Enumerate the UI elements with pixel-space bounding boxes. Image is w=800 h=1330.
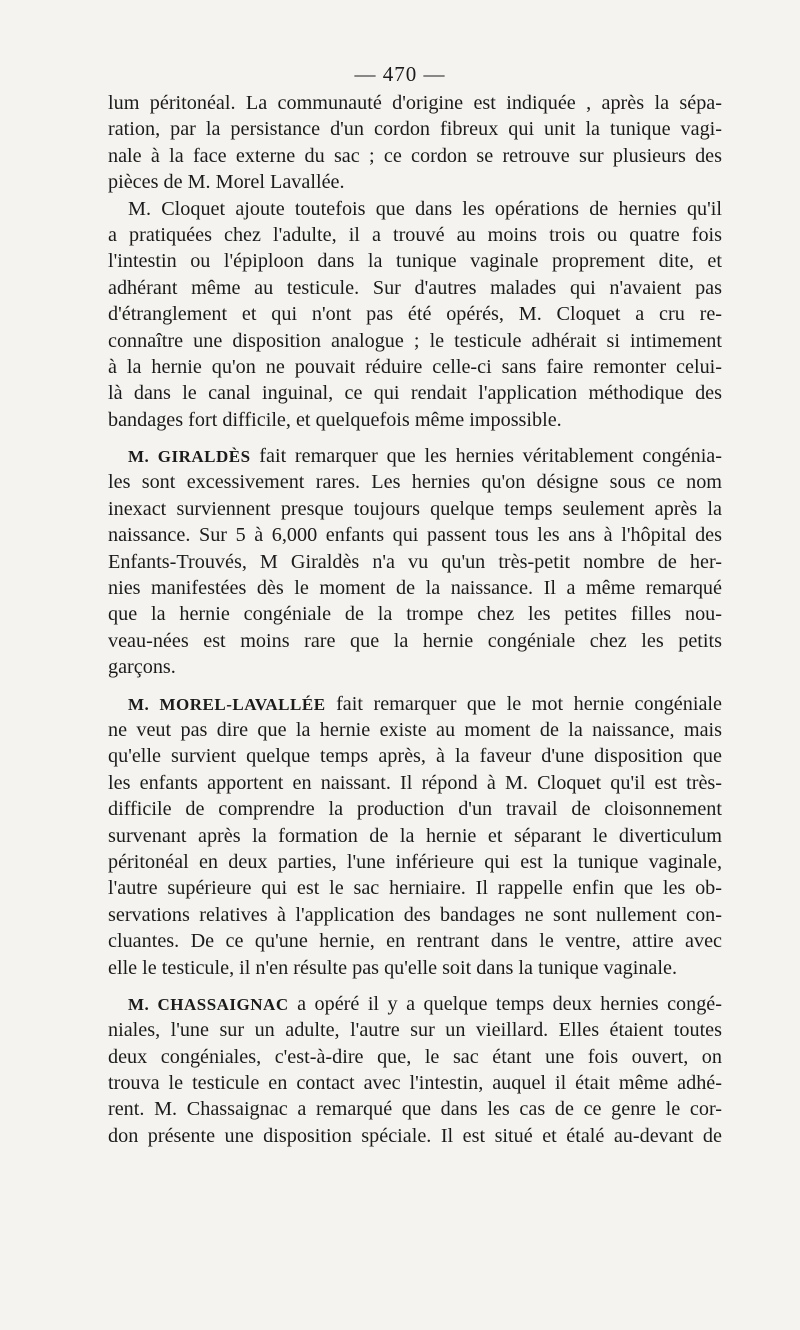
- text-line: trouva le testicule en contact avec l'intestin, auquel il était même adhé-: [108, 1072, 722, 1095]
- text-line: nale à la face externe du sac ; ce cordon se retrouve sur plusieurs des: [108, 144, 722, 167]
- text-line: veau-nées est moins rare que la hernie congéniale chez les petits: [108, 629, 722, 652]
- speaker-name: M. GIRALDÈS: [128, 447, 251, 467]
- text-line: pièces de M. Morel Lavallée.: [108, 171, 345, 194]
- text-line: Enfants-Trouvés, M Giraldès n'a vu qu'un très-petit nombre de her-: [108, 550, 722, 573]
- text-line: niales, l'une sur un adulte, l'autre sur un vieillard. Elles étaient toutes: [108, 1019, 722, 1042]
- text-line: l'intestin ou l'épiploon dans la tunique vaginale proprement dite, et: [108, 250, 722, 273]
- text-line: survenant après la formation de la hernie et séparant le diverticulum: [108, 824, 722, 847]
- text-line: l'autre supérieure qui est le sac herniaire. Il rappelle enfin que les ob-: [108, 877, 722, 900]
- text-line: d'étranglement et qui n'ont pas été opérés, M. Cloquet a cru re-: [108, 303, 722, 326]
- text-line: les sont excessivement rares. Les hernies qu'on désigne sous ce nom: [108, 471, 722, 494]
- text-line: à la hernie qu'on ne pouvait réduire celle-ci sans faire remonter celui-: [108, 355, 722, 378]
- text-fragment: fait remarquer que les hernies véritablement congénia-: [250, 445, 722, 468]
- text-line: naissance. Sur 5 à 6,000 enfants qui passent tous les ans à l'hôpital des: [108, 524, 722, 547]
- page-body: [108, 90, 722, 1149]
- text-line: a pratiquées chez l'adulte, il a trouvé au moins trois ou quatre fois: [108, 223, 722, 246]
- text-line: [108, 691, 722, 717]
- text-line: ration, par la persistance d'un cordon fibreux qui unit la tunique vagi-: [108, 118, 722, 141]
- paragraph: [108, 443, 722, 681]
- text-line: là dans le canal inguinal, ce qui rendait l'application méthodique des: [108, 382, 722, 405]
- text-fragment: fait remarquer que le mot hernie congéniale: [325, 692, 722, 715]
- text-line: elle le testicule, il n'en résulte pas qu'elle soit dans la tunique vaginale.: [108, 956, 677, 979]
- paragraph: [108, 691, 722, 981]
- text-line: nies manifestées dès le moment de la naissance. Il a même remarqué: [108, 577, 722, 600]
- paragraph: [108, 196, 722, 434]
- text-fragment: a opéré il y a quelque temps deux hernies congé-: [288, 992, 722, 1015]
- text-line: don présente une disposition spéciale. Il est situé et étalé au-devant de: [108, 1124, 722, 1147]
- text-line: inexact surviennent presque toujours quelque temps seulement après la: [108, 497, 722, 520]
- text-line: rent. M. Chassaignac a remarqué que dans les cas de ce genre le cor-: [108, 1098, 722, 1121]
- text-line: bandages fort difficile, et quelquefois même impossible.: [108, 408, 562, 431]
- text-line: servations relatives à l'application des bandages ne sont nullement con-: [108, 903, 722, 926]
- paragraph: [108, 991, 722, 1149]
- text-line: qu'elle survient quelque temps après, à la faveur d'une disposition que: [108, 745, 722, 768]
- text-line: ne veut pas dire que la hernie existe au moment de la naissance, mais: [108, 718, 722, 741]
- text-line: M. Cloquet ajoute toutefois que dans les opérations de hernies qu'il: [128, 197, 722, 220]
- text-line: [108, 991, 722, 1017]
- page-number: — 470 —: [354, 62, 446, 86]
- text-line: adhérant même au testicule. Sur d'autres malades qui n'avaient pas: [108, 276, 722, 299]
- text-line: les enfants apportent en naissant. Il répond à M. Cloquet qu'il est très-: [108, 771, 722, 794]
- text-line: difficile de comprendre la production d'un travail de cloisonnement: [108, 798, 722, 821]
- text-line: garçons.: [108, 656, 176, 679]
- text-line: que la hernie congéniale de la trompe chez les petites filles nou-: [108, 603, 722, 626]
- text-line: deux congéniales, c'est-à-dire que, le sac étant une fois ouvert, on: [108, 1045, 722, 1068]
- text-line: connaître une disposition analogue ; le testicule adhérait si intimement: [108, 329, 722, 352]
- text-line: cluantes. De ce qu'une hernie, en rentrant dans le ventre, attire avec: [108, 930, 722, 953]
- speaker-name: M. CHASSAIGNAC: [128, 994, 289, 1014]
- speaker-name: M. MOREL-LAVALLÉE: [128, 694, 326, 714]
- paragraph: [108, 90, 722, 196]
- text-line: [108, 443, 722, 469]
- text-line: lum péritonéal. La communauté d'origine est indiquée , après la sépa-: [108, 92, 722, 114]
- text-line: péritonéal en deux parties, l'une inférieure qui est la tunique vaginale,: [108, 850, 722, 873]
